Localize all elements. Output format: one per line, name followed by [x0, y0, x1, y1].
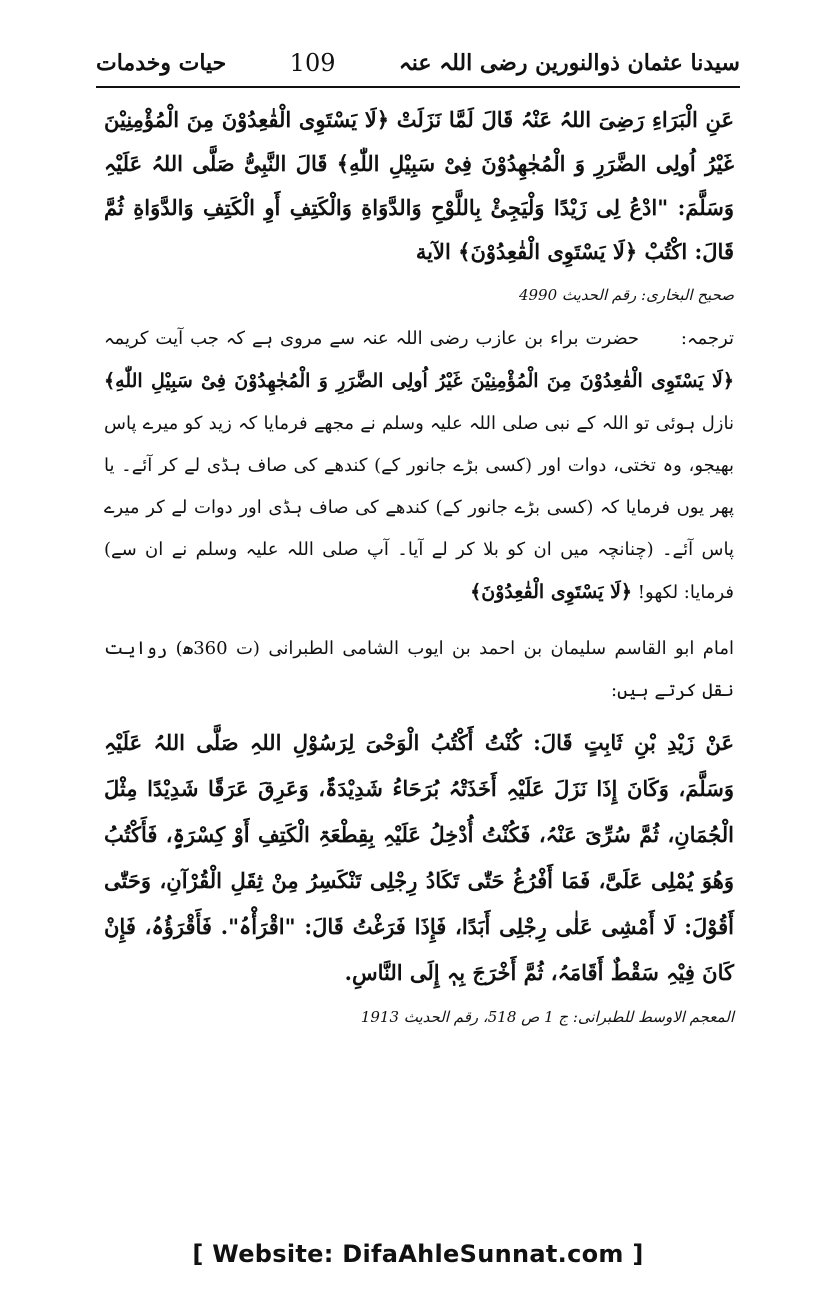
hadith-tabarani-arabic: عَنْ زَیْدِ بْنِ ثَابِتٍ قَالَ: کُنْتُ أَکْتُبُ الْوَحْیَ لِرَسُوْلِ اللہِ صَلَّی اللہُ عَلَیْہِ وَسَلَّمَ، وَکَانَ إِذَا نَزَلَ عَلَیْہِ أَخَذَتْہُ بُرَحَاءُ شَدِیْدَۃٌ، وَعَرِقَ عَرَقًا شَدِیْدًا مِثْلَ الْجُمَانِ، ثُمَّ سُرِّیَ عَنْہُ، فَکُنْتُ أُدْخِلُ عَلَیْہِ بِقِطْعَۃِ الْکَتِفِ أَوْ کِسْرَۃٍ، فَأَکْتُبُ وَھُوَ یُمْلِی عَلَیَّ، فَمَا أَفْرُغُ حَتّٰی تَکَادُ رِجْلِی تَنْکَسِرُ مِنْ ثِقَلِ الْقُرْآنِ، وَحَتّٰی أَقُوْلَ: لَا أَمْشِی عَلٰی رِجْلِی أَبَدًا، فَإِذَا فَرَغْتُ قَالَ: "اقْرَأْہُ". فَأَقْرَؤُہُ، فَإِنْ کَانَ فِیْہِ سَقْطٌ أَقَامَہُ، ثُمَّ أَخْرَجَ بِہٖ إِلَی النَّاسِ. — [104, 730, 734, 985]
page-number: 109 — [289, 49, 336, 77]
website-footer: [ Website: DifaAhleSunnat.com ] — [192, 1240, 644, 1268]
page-header — [96, 40, 740, 86]
chapter-title: سیدنا عثمان ذوالنورین رضی اللہ عنہ — [398, 50, 740, 76]
translation-label: ترجمہ: — [680, 328, 734, 349]
tabarani-intro: امام ابو القاسم سلیمان بن احمد بن ایوب الشامی الطبرانی (ت 360ھ) روایت نقل کرتے ہیں: — [104, 638, 734, 701]
hadith-bukhari-source: صحیح البخاری: رقم الحدیث 4990 — [518, 286, 734, 304]
page-body — [104, 98, 734, 1032]
book-title: حیات وخدمات — [96, 50, 227, 76]
header-divider — [96, 86, 740, 88]
urdu-translation — [104, 318, 734, 614]
translation-verse-end: ﴿لَا یَسْتَوِی الْقٰعِدُوْنَ﴾ — [470, 581, 633, 603]
translation-part-1: حضرت براء بن عازب رضی اللہ عنہ سے مروی ہے کہ جب آیت کریمہ — [104, 328, 640, 349]
translation-verse: ﴿لَا یَسْتَوِی الْقٰعِدُوْنَ مِنَ الْمُؤْمِنِیْنَ غَیْرُ اُولِی الضَّرَرِ وَ الْمُجٰهِدُوْنَ فِیْ سَبِیْلِ اللّٰهِ﴾ — [104, 370, 734, 392]
hadith-tabarani-source: المعجم الاوسط للطبرانی: ج 1 ص 518، رقم الحدیث 1913 — [360, 1008, 734, 1026]
translation-part-2: نازل ہوئی تو اللہ کے نبی صلی اللہ علیہ وسلم نے مجھے فرمایا کہ زید کو میرے پاس بھیجو، وہ تختی، دوات اور (کسی بڑے جانور کے) کندھے کی صاف ہڈی لے کر آئے۔ یا پھر یوں فرمایا کہ (کسی بڑے جانور کے) کندھے کی صاف ہڈی اور دوات لے کر میرے پاس آئے۔ (چنانچہ میں ان کو بلا کر لے آیا۔ آپ صلی اللہ علیہ وسلم نے ان سے) فرمایا: لکھو! — [104, 413, 734, 603]
hadith-bukhari-arabic: عَنِ الْبَرَاءِ رَضِیَ اللہُ عَنْہُ قَالَ لَمَّا نَزَلَتْ ﴿لَا یَسْتَوِی الْقٰعِدُوْنَ مِنَ الْمُؤْمِنِیْنَ غَیْرُ اُولِی الضَّرَرِ وَ الْمُجٰهِدُوْنَ فِیْ سَبِیْلِ اللّٰهِ﴾ قَالَ النَّبِیُّ صَلَّی اللہُ عَلَیْہِ وَسَلَّمَ: "ادْعُ لِی زَیْدًا وَلْیَجِئْ بِاللَّوْحِ وَالدَّوَاةِ وَالْکَتِفِ أَوِ الْکَتِفِ وَالدَّوَاةِ ثُمَّ قَالَ: اکْتُبْ ﴿لَا یَسْتَوِی الْقٰعِدُوْنَ﴾ الآیة — [104, 107, 734, 264]
